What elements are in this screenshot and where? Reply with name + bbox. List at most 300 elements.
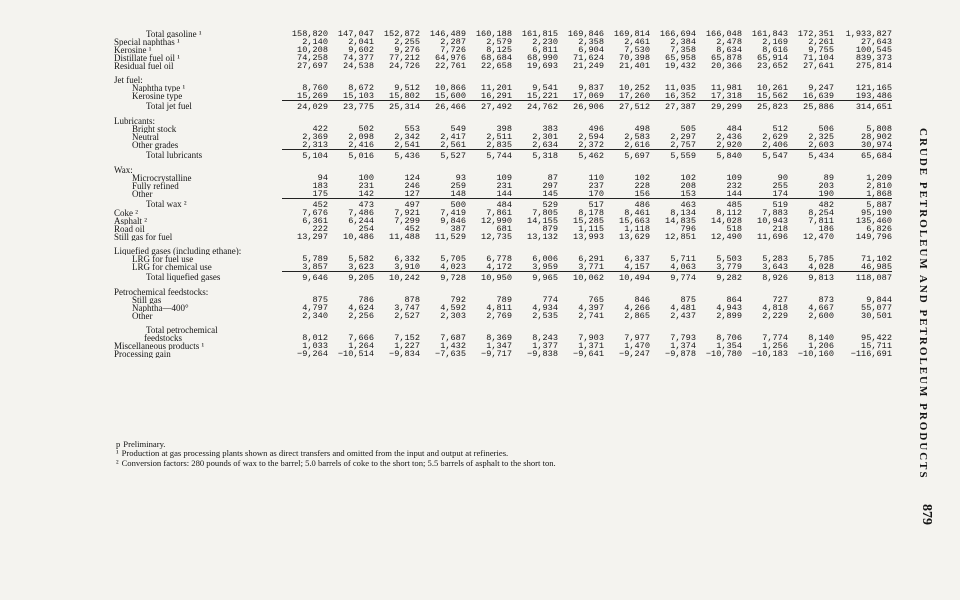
table-row <box>114 166 892 174</box>
table-row <box>114 209 892 217</box>
table-row <box>114 199 892 210</box>
month-cell <box>558 166 604 174</box>
month-cell <box>742 117 788 125</box>
month-cell: 4,667 <box>808 304 834 312</box>
month-cell: 68,990 <box>527 54 558 62</box>
month-cell: 172,351 <box>797 30 834 38</box>
table-row <box>114 62 892 70</box>
month-cell: 160,188 <box>475 30 512 38</box>
month-cell: 9,282 <box>696 272 742 283</box>
table-row <box>114 141 892 150</box>
total-cell: 100,545 <box>855 46 892 54</box>
month-cell: 232 <box>726 182 742 190</box>
month-cell: 2,461 <box>624 38 650 46</box>
month-cell: 27,512 <box>604 101 650 112</box>
total-cell: 2,810 <box>866 182 892 190</box>
month-cell: 13,297 <box>297 233 328 241</box>
total-cell: 6,826 <box>866 225 892 233</box>
month-cell: 100 <box>358 174 374 182</box>
table-row <box>114 350 892 358</box>
month-cell <box>282 288 328 296</box>
month-cell: 11,696 <box>757 233 788 241</box>
table-row <box>114 247 892 255</box>
row-label: Special naphthas ¹ <box>114 38 180 46</box>
footnote-text: Conversion factors: 280 pounds of wax to the barrel; 5.0 barrels of coke to the short ton; 5.5 barrels of asphalt to the short ton. <box>121 457 556 468</box>
month-cell: 87 <box>547 174 558 182</box>
month-cell: 8,926 <box>742 272 788 283</box>
footnote-text: Preliminary. <box>123 439 166 449</box>
total-cell: 5,808 <box>866 125 892 133</box>
month-cell: 24,762 <box>512 101 558 112</box>
table-row <box>114 150 892 161</box>
month-cell: 1,432 <box>440 342 466 350</box>
month-cell: 2,416 <box>348 141 374 150</box>
month-cell: 17,069 <box>573 92 604 101</box>
footnote-mark: ² <box>116 457 119 468</box>
month-cell: 2,372 <box>578 141 604 150</box>
month-cell: 23,775 <box>328 101 374 112</box>
month-cell: 473 <box>328 199 374 210</box>
month-cell: 228 <box>634 182 650 190</box>
month-cell <box>788 326 834 334</box>
month-cell: −9,834 <box>389 350 420 358</box>
month-cell <box>512 76 558 84</box>
table-row <box>114 117 892 125</box>
month-cell: 8,760 <box>302 84 328 92</box>
month-cell <box>558 247 604 255</box>
table-row <box>114 296 892 304</box>
table-row <box>114 217 892 225</box>
row-label: Liquefied gases (including ethane): <box>114 247 242 255</box>
month-cell: 29,299 <box>696 101 742 112</box>
month-cell: 9,541 <box>532 84 558 92</box>
month-cell: 5,318 <box>512 150 558 161</box>
month-cell: 2,541 <box>394 141 420 150</box>
month-cell: 2,594 <box>578 133 604 141</box>
month-cell: 15,562 <box>757 92 788 101</box>
month-cell: 486 <box>604 199 650 210</box>
month-cell: 169,814 <box>613 30 650 38</box>
month-cell: 203 <box>818 182 834 190</box>
month-cell <box>374 247 420 255</box>
table-row <box>114 182 892 190</box>
month-cell: 2,535 <box>532 312 558 320</box>
month-cell: 259 <box>450 182 466 190</box>
month-cell: 12,490 <box>711 233 742 241</box>
month-cell: 5,527 <box>420 150 466 161</box>
month-cell: 89 <box>823 174 834 182</box>
month-cell <box>650 326 696 334</box>
month-cell: 161,843 <box>751 30 788 38</box>
row-label: feedstocks <box>144 334 182 342</box>
month-cell: 1,264 <box>348 342 374 350</box>
month-cell: 7,152 <box>394 334 420 342</box>
month-cell: 7,805 <box>532 209 558 217</box>
month-cell: 9,205 <box>328 272 374 283</box>
month-cell: 166,048 <box>705 30 742 38</box>
month-cell: 2,417 <box>440 133 466 141</box>
month-cell <box>420 76 466 84</box>
month-cell: 4,266 <box>624 304 650 312</box>
table-row <box>114 342 892 350</box>
month-cell: 496 <box>588 125 604 133</box>
table-row <box>114 84 892 92</box>
month-cell: 93 <box>455 174 466 182</box>
month-cell: 161,815 <box>521 30 558 38</box>
month-cell: 4,797 <box>302 304 328 312</box>
month-cell: 109 <box>726 174 742 182</box>
month-cell <box>742 326 788 334</box>
month-cell: 16,639 <box>803 92 834 101</box>
month-cell: 94 <box>317 174 328 182</box>
table-row <box>114 174 892 182</box>
month-cell: 16,352 <box>665 92 696 101</box>
month-cell: 9,646 <box>282 272 328 283</box>
month-cell <box>328 326 374 334</box>
month-cell: 7,811 <box>808 217 834 225</box>
month-cell: 5,582 <box>348 255 374 263</box>
month-cell: 231 <box>358 182 374 190</box>
month-cell: 23,652 <box>757 62 788 70</box>
month-cell: 10,494 <box>604 272 650 283</box>
month-cell <box>466 76 512 84</box>
month-cell: 8,112 <box>716 209 742 217</box>
month-cell: 463 <box>650 199 696 210</box>
month-cell: 4,624 <box>348 304 374 312</box>
month-cell: 10,950 <box>466 272 512 283</box>
row-label: Still gas for fuel <box>114 233 173 241</box>
month-cell: 2,255 <box>394 38 420 46</box>
month-cell: 4,943 <box>716 304 742 312</box>
month-cell: 5,705 <box>440 255 466 263</box>
month-cell: 2,303 <box>440 312 466 320</box>
month-cell: 144 <box>496 190 512 199</box>
month-cell: 482 <box>788 199 834 210</box>
total-cell: 149,796 <box>855 233 892 241</box>
month-cell: 2,261 <box>808 38 834 46</box>
month-cell: 11,529 <box>435 233 466 241</box>
month-cell <box>650 166 696 174</box>
row-label: LRG for chemical use <box>132 263 212 272</box>
total-cell: 193,486 <box>855 92 892 101</box>
month-cell: 484 <box>726 125 742 133</box>
month-cell: 2,406 <box>762 141 788 150</box>
month-cell: 506 <box>818 125 834 133</box>
month-cell <box>512 288 558 296</box>
month-cell: 517 <box>558 199 604 210</box>
month-cell: −9,641 <box>573 350 604 358</box>
month-cell <box>374 166 420 174</box>
month-cell: 1,033 <box>302 342 328 350</box>
month-cell: 25,886 <box>788 101 834 112</box>
total-cell: 275,814 <box>855 62 892 70</box>
month-cell: 2,629 <box>762 133 788 141</box>
month-cell: 3,959 <box>532 263 558 272</box>
month-cell: 875 <box>680 296 696 304</box>
month-cell <box>282 76 328 84</box>
row-label: Asphalt ² <box>114 217 147 225</box>
month-cell: 2,478 <box>716 38 742 46</box>
month-cell: 1,206 <box>808 342 834 350</box>
total-cell <box>834 247 892 255</box>
month-cell: 500 <box>420 199 466 210</box>
table-row <box>114 125 892 133</box>
month-cell <box>650 288 696 296</box>
month-cell: 398 <box>496 125 512 133</box>
month-cell: 10,062 <box>558 272 604 283</box>
month-cell: 2,230 <box>532 38 558 46</box>
month-cell: 3,747 <box>394 304 420 312</box>
month-cell <box>604 326 650 334</box>
month-cell: 20,366 <box>711 62 742 70</box>
table-row <box>114 272 892 283</box>
month-cell <box>282 166 328 174</box>
footnote-mark: ¹ <box>116 448 119 459</box>
month-cell: 1,256 <box>762 342 788 350</box>
total-cell: 46,985 <box>861 263 892 272</box>
table-row <box>114 101 892 112</box>
month-cell: 231 <box>496 182 512 190</box>
month-cell: 10,486 <box>343 233 374 241</box>
month-cell: 9,755 <box>808 46 834 54</box>
month-cell: 8,134 <box>670 209 696 217</box>
month-cell <box>466 288 512 296</box>
footnote <box>116 459 816 468</box>
month-cell: 2,865 <box>624 312 650 320</box>
month-cell: 12,990 <box>481 217 512 225</box>
month-cell: 519 <box>742 199 788 210</box>
footnote-text: Production at gas processing plants shown as direct transfers and omitted from the input and output at refineries. <box>121 448 509 459</box>
month-cell: 15,802 <box>389 92 420 101</box>
table-row <box>114 326 892 334</box>
month-cell: 553 <box>404 125 420 133</box>
month-cell <box>742 76 788 84</box>
month-cell: 7,486 <box>348 209 374 217</box>
table-row <box>114 288 892 296</box>
month-cell <box>328 76 374 84</box>
row-label: LRG for fuel use <box>132 255 194 263</box>
month-cell: 5,547 <box>742 150 788 161</box>
total-cell: 135,460 <box>855 217 892 225</box>
month-cell <box>466 166 512 174</box>
month-cell: 127 <box>404 190 420 199</box>
month-cell: 15,285 <box>573 217 604 225</box>
row-label: Residual fuel oil <box>114 62 174 70</box>
month-cell: 498 <box>634 125 650 133</box>
month-cell: −10,514 <box>337 350 374 358</box>
month-cell: 9,813 <box>788 272 834 283</box>
row-label: Kerosine type <box>132 92 183 101</box>
month-cell: 25,823 <box>742 101 788 112</box>
month-cell <box>696 76 742 84</box>
month-cell: 65,914 <box>757 54 788 62</box>
month-cell: 2,835 <box>486 141 512 150</box>
month-cell: 1,347 <box>486 342 512 350</box>
month-cell: 1,470 <box>624 342 650 350</box>
month-cell: 422 <box>312 125 328 133</box>
month-cell: −9,878 <box>665 350 696 358</box>
total-cell: 5,887 <box>834 199 892 210</box>
month-cell: 5,785 <box>808 255 834 263</box>
month-cell: 16,291 <box>481 92 512 101</box>
total-cell: 1,933,827 <box>845 30 892 38</box>
month-cell <box>328 117 374 125</box>
month-cell: 2,436 <box>716 133 742 141</box>
month-cell: 6,006 <box>532 255 558 263</box>
month-cell: −9,717 <box>481 350 512 358</box>
total-cell: 71,102 <box>861 255 892 263</box>
month-cell <box>282 247 328 255</box>
table-row <box>114 38 892 46</box>
month-cell: 2,369 <box>302 133 328 141</box>
row-label: Naphtha type ¹ <box>132 84 186 92</box>
month-cell: 15,221 <box>527 92 558 101</box>
total-cell: 30,974 <box>861 141 892 150</box>
month-cell <box>282 117 328 125</box>
month-cell: 2,757 <box>670 141 696 150</box>
row-label: Other <box>132 190 153 199</box>
month-cell: 5,840 <box>696 150 742 161</box>
month-cell: −7,635 <box>435 350 466 358</box>
month-cell: 156 <box>634 190 650 199</box>
month-cell: 110 <box>588 174 604 182</box>
month-cell: 4,172 <box>486 263 512 272</box>
month-cell: 2,313 <box>302 141 328 150</box>
month-cell: 15,103 <box>343 92 374 101</box>
month-cell: 10,943 <box>757 217 788 225</box>
month-cell: 124 <box>404 174 420 182</box>
month-cell: 2,583 <box>624 133 650 141</box>
total-cell <box>834 117 892 125</box>
month-cell: 2,297 <box>670 133 696 141</box>
month-cell: 9,837 <box>578 84 604 92</box>
month-cell: 1,354 <box>716 342 742 350</box>
month-cell: 152,872 <box>383 30 420 38</box>
month-cell: 4,818 <box>762 304 788 312</box>
row-label: Kerosine ¹ <box>114 46 152 54</box>
month-cell: 22,761 <box>435 62 466 70</box>
month-cell: 8,125 <box>486 46 512 54</box>
footnote-mark: p <box>116 439 121 449</box>
month-cell: 17,260 <box>619 92 650 101</box>
month-cell: 169,846 <box>567 30 604 38</box>
total-cell: 27,643 <box>861 38 892 46</box>
month-cell <box>420 326 466 334</box>
table-row <box>114 92 892 101</box>
month-cell: 2,899 <box>716 312 742 320</box>
month-cell: 1,115 <box>578 225 604 233</box>
table-row <box>114 190 892 199</box>
month-cell <box>604 247 650 255</box>
month-cell <box>328 247 374 255</box>
month-cell: 6,244 <box>348 217 374 225</box>
month-cell: 15,269 <box>297 92 328 101</box>
month-cell: 9,602 <box>348 46 374 54</box>
month-cell: 2,561 <box>440 141 466 150</box>
month-cell: 183 <box>312 182 328 190</box>
month-cell <box>466 117 512 125</box>
table-row <box>114 233 892 241</box>
month-cell <box>696 247 742 255</box>
month-cell <box>788 166 834 174</box>
month-cell: 10,208 <box>297 46 328 54</box>
month-cell: 25,314 <box>374 101 420 112</box>
month-cell: 3,779 <box>716 263 742 272</box>
month-cell <box>512 326 558 334</box>
month-cell: 9,846 <box>440 217 466 225</box>
month-cell: 9,728 <box>420 272 466 283</box>
refinery-output-table <box>114 30 892 358</box>
month-cell: 505 <box>680 125 696 133</box>
month-cell: 8,616 <box>762 46 788 54</box>
month-cell: 27,492 <box>466 101 512 112</box>
row-label: Total petrochemical <box>146 326 218 334</box>
month-cell: 875 <box>312 296 328 304</box>
month-cell: 8,369 <box>486 334 512 342</box>
month-cell: 19,432 <box>665 62 696 70</box>
month-cell: 1,118 <box>624 225 650 233</box>
month-cell: 3,771 <box>578 263 604 272</box>
month-cell: 5,434 <box>788 150 834 161</box>
month-cell: 27,697 <box>297 62 328 70</box>
month-cell: 3,857 <box>302 263 328 272</box>
table-row <box>114 255 892 263</box>
month-cell: 7,676 <box>302 209 328 217</box>
month-cell: 21,401 <box>619 62 650 70</box>
month-cell <box>328 166 374 174</box>
month-cell: 387 <box>450 225 466 233</box>
month-cell: 4,397 <box>578 304 604 312</box>
month-cell: 5,744 <box>466 150 512 161</box>
total-cell <box>834 288 892 296</box>
month-cell: 148 <box>450 190 466 199</box>
month-cell: 529 <box>512 199 558 210</box>
total-cell: 314,651 <box>834 101 892 112</box>
month-cell: 2,527 <box>394 312 420 320</box>
month-cell: 254 <box>358 225 374 233</box>
month-cell: 142 <box>358 190 374 199</box>
month-cell <box>466 326 512 334</box>
month-cell: 4,934 <box>532 304 558 312</box>
month-cell: 11,201 <box>481 84 512 92</box>
table-row <box>114 30 892 38</box>
month-cell: 9,512 <box>394 84 420 92</box>
month-cell: 2,256 <box>348 312 374 320</box>
month-cell: 24,029 <box>282 101 328 112</box>
month-cell: 6,811 <box>532 46 558 54</box>
month-cell: 7,726 <box>440 46 466 54</box>
month-cell: 864 <box>726 296 742 304</box>
month-cell <box>420 117 466 125</box>
row-label: Other <box>132 312 153 320</box>
month-cell: 485 <box>696 199 742 210</box>
total-cell: 65,684 <box>834 150 892 161</box>
month-cell: 147,047 <box>337 30 374 38</box>
month-cell: 10,242 <box>374 272 420 283</box>
month-cell: 14,835 <box>665 217 696 225</box>
month-cell: 65,958 <box>665 54 696 62</box>
month-cell: 7,861 <box>486 209 512 217</box>
month-cell: 8,140 <box>808 334 834 342</box>
total-cell <box>834 76 892 84</box>
row-label: Neutral <box>132 133 159 141</box>
month-cell: 512 <box>772 125 788 133</box>
month-cell <box>420 247 466 255</box>
month-cell <box>788 117 834 125</box>
row-label: Coke ² <box>114 209 138 217</box>
row-label: Other grades <box>132 141 179 150</box>
row-label: Total jet fuel <box>146 100 192 111</box>
